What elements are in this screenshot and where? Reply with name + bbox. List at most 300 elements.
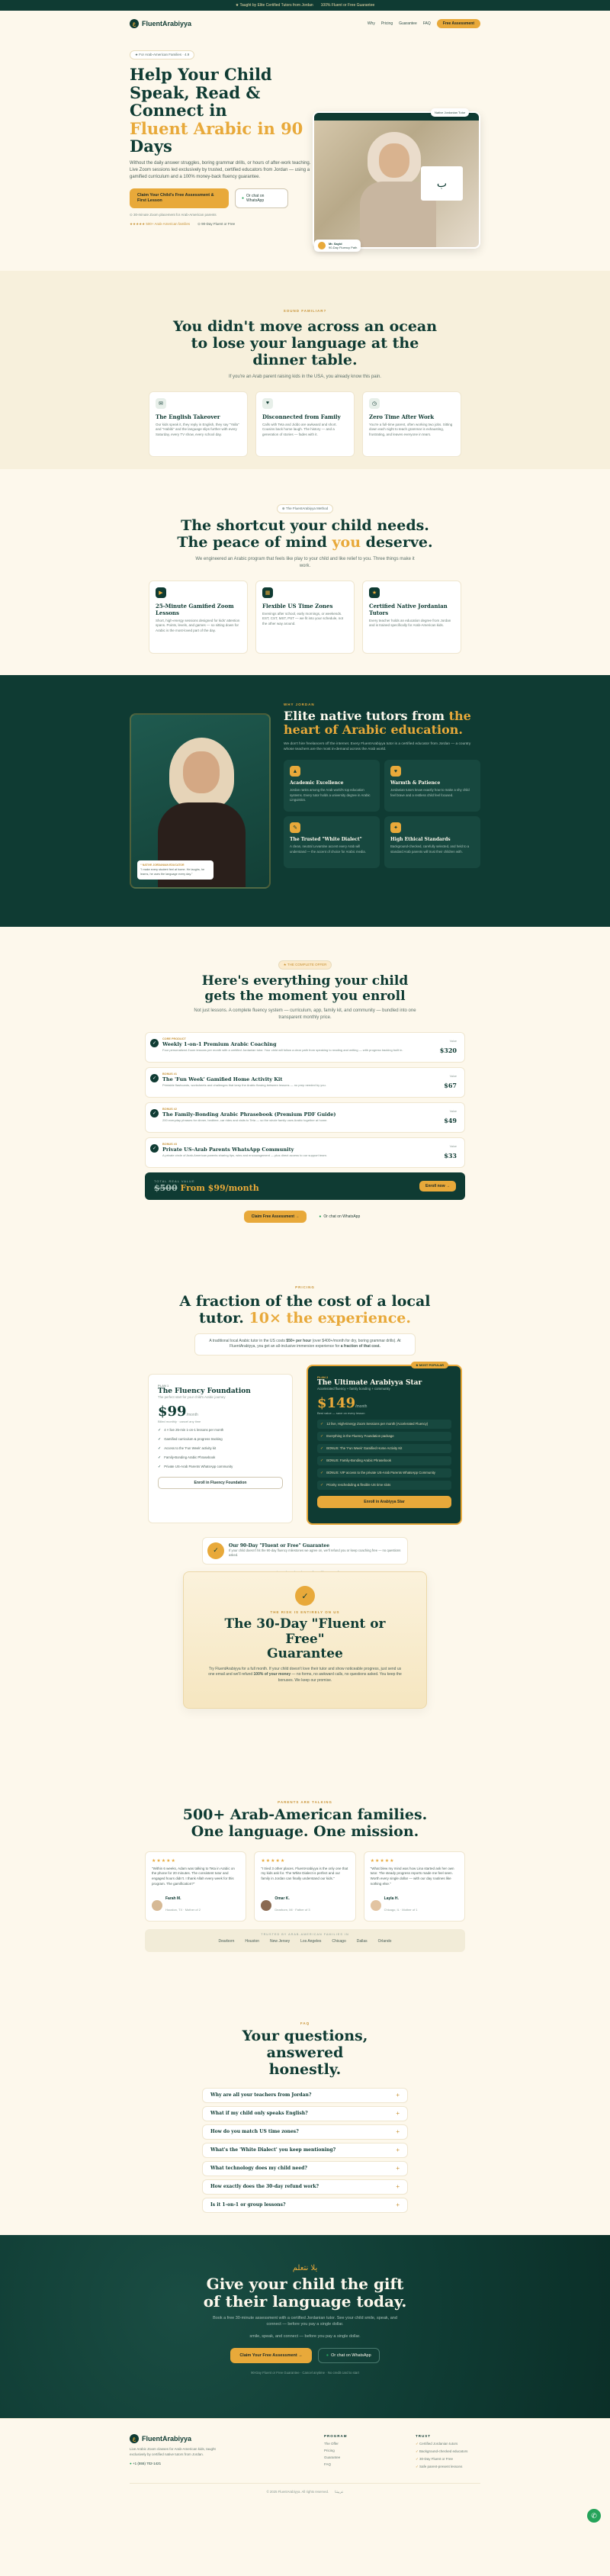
check-icon: ✓ — [416, 2457, 420, 2461]
tutors-title — [284, 709, 480, 738]
hero-cta-button[interactable]: Claim Your Child's Free Assessment & First Lesson — [130, 188, 229, 208]
nav-link-pricing[interactable]: Pricing — [380, 21, 393, 26]
problem-card-body: You're a full-time parent, often working two jobs. Sitting down each night to teach grammar is exhausting, frustrating, and leaves everyone in tears. — [369, 422, 453, 437]
offer-item-value-label: Value — [449, 1145, 457, 1149]
tutor-feature-body: Jordanian tutors know exactly how to make a shy child feel brave and a restless child feel focused. — [390, 788, 470, 797]
offer-item-title: Weekly 1-on-1 Premium Arabic Coaching — [162, 1041, 277, 1048]
testimonials-title — [145, 1807, 465, 1841]
method-title — [0, 518, 610, 552]
check-icon: ✓ — [416, 2442, 420, 2446]
tutor-feature-card — [384, 760, 480, 812]
plan-billed: Best value — save on every lesson — [317, 1410, 365, 1415]
nav-link-why[interactable]: Why — [367, 21, 375, 26]
chat-icon: ✉ — [156, 398, 166, 409]
footer-link[interactable]: Pricing — [324, 2449, 335, 2452]
testimonial-meta: Dearborn, MI · Father of 3 — [274, 1907, 310, 1912]
plan-name: The Ultimate Arabiyya Star — [317, 1378, 422, 1387]
hero-guarantee-note: ⊙ 90-Day Fluent or Free — [197, 221, 236, 226]
nav-link-faq[interactable]: FAQ — [422, 21, 431, 26]
offer-total-new: From $99/month — [180, 1183, 259, 1194]
offer-item-body: Four personalized Zoom lessons per month with a certified Jordanian tutor. Your child will follow a clear path from speaking to reading and writing — with progress tracking built in. — [162, 1048, 403, 1053]
method-section — [0, 469, 610, 675]
tutor-feature-body: Background-checked, carefully selected, and held to a standard Arab parents will trust their children with. — [390, 844, 470, 854]
footer-program-column — [324, 2434, 370, 2472]
navbar — [0, 11, 610, 37]
star-icon: ★ — [369, 587, 380, 598]
plan-feature — [158, 1465, 283, 1470]
tutor-photo-face — [183, 751, 220, 793]
method-card-body: Evenings after school, early mornings, or weekends. EST, CST, MST, PST — we fit into your schedule, not the other way around. — [262, 611, 343, 626]
method-title-part-b: deserve. — [361, 533, 433, 551]
check-icon: ✓ — [158, 1455, 162, 1460]
plan-feature-text: Family-Bonding Arabic Phrasebook — [164, 1455, 216, 1459]
offer-item-tag: BONUS #3 — [162, 1143, 177, 1146]
plan-feature — [317, 1420, 451, 1429]
plan-feature-text: 4 × live 25-min 1-on-1 lessons per month — [164, 1427, 224, 1432]
plan-feature-text: Everything in the Fluency Foundation package — [326, 1434, 394, 1439]
arabic-card: ب — [421, 166, 463, 201]
offer-total-bar — [145, 1172, 465, 1200]
hero-image — [313, 111, 480, 249]
offer-total-label: TOTAL REAL VALUE — [154, 1179, 195, 1184]
plus-icon: + — [396, 2201, 400, 2209]
plan-label: PLAN 2 — [317, 1375, 329, 1379]
tutor-feature-body: Jordan ranks among the Arab world's top education systems. Every tutor holds a university degree in Arabic Linguistics. — [290, 788, 371, 802]
final-note: 90-Day Fluent or Free Guarantee · Cancel anytime · No credit card to start — [251, 2370, 359, 2375]
testimonials-section — [0, 1766, 610, 1987]
plan-feature-text: Gamified curriculum & progress tracking — [164, 1436, 223, 1441]
tutors-eyebrow: WHY JORDAN — [284, 703, 315, 706]
check-icon: ✓ — [158, 1446, 162, 1451]
offer-item-tag: BONUS #1 — [162, 1073, 177, 1076]
hero-title — [130, 66, 320, 156]
footer-trust-text: Certified Jordanian tutors — [419, 2442, 458, 2446]
plus-icon: + — [396, 2165, 400, 2172]
offer-item-body: A private circle of Arab-American parents sharing tips, wins and encouragement — plus direct access to our support team. — [162, 1153, 327, 1158]
problem-card — [362, 391, 461, 457]
check-icon: ✓ — [320, 1470, 324, 1475]
clock-icon: ◷ — [369, 398, 380, 409]
heart-icon: ♥ — [390, 766, 401, 777]
rating-stars: ★★★★★ — [370, 1858, 395, 1864]
faq-question: Why are all your teachers from Jordan? — [210, 2092, 312, 2098]
problem-sub: If you're an Arab parent raising kids in the USA, you already know this pain. — [229, 374, 381, 379]
footer-copyright: © 2025 FluentArabiyya. All rights reserved. — [266, 2490, 329, 2494]
offer-item-value-label: Value — [449, 1110, 457, 1114]
offer-title — [145, 974, 465, 1004]
offer-item-value: $320 — [439, 1047, 457, 1055]
guarantee-body — [207, 1667, 403, 1684]
whatsapp-float-button[interactable] — [587, 2509, 601, 2523]
problem-eyebrow: SOUND FAMILIAR? — [283, 309, 327, 313]
method-card-title: 25-Minute Gamified Zoom Lessons — [156, 602, 234, 616]
offer-whatsapp-label: Or chat on WhatsApp — [323, 1214, 361, 1220]
tutors-title-highlight-2: heart of Arabic education. — [284, 722, 463, 738]
guarantee-title-line-1: The 30-Day "Fluent or Free" — [224, 1616, 386, 1647]
hero-chip-path — [314, 240, 361, 252]
tutor-feature-title: The Trusted "White Dialect" — [290, 837, 362, 843]
offer-item-tag: BONUS #2 — [162, 1108, 177, 1111]
offer-title-line-2: gets the moment you enroll — [204, 988, 406, 1004]
method-card-body: Every teacher holds an education degree from Jordan and is trained specifically for Arab-American kids. — [369, 618, 451, 628]
hero-title-line-1: Help Your Child — [130, 65, 272, 84]
method-sub: We engineered an Arabic program that feels like play to your child and like relief to you. Three things make it work. — [195, 556, 415, 568]
footer-logo[interactable] — [130, 2434, 229, 2443]
tutors-body: We don't hire freelancers off the internet. Every FluentArabiyya tutor is a certified educator from Jordan — a country whose teachers are the most in-demand across the Arab world. — [284, 741, 471, 751]
problem-title-line-1: You didn't move across an ocean — [172, 318, 438, 335]
faq-question: What technology does my child need? — [210, 2166, 307, 2172]
plus-icon: + — [396, 2092, 400, 2099]
faq-eyebrow: FAQ — [300, 2021, 310, 2025]
tutor-feature-card — [384, 816, 480, 868]
plan-foundation-enroll-button[interactable]: Enroll in Fluency Foundation — [158, 1477, 283, 1489]
plan-feature-text: BONUS: Family-Bonding Arabic Phrasebook — [326, 1458, 391, 1463]
faq-title-line-1: Your questions, answered — [242, 2028, 368, 2061]
trusted-cities-bar — [145, 1929, 465, 1952]
pricing-title-highlight: 10× the experience. — [249, 1309, 411, 1327]
medal-icon — [318, 242, 326, 249]
faq-item[interactable] — [202, 2106, 408, 2121]
faq-question: How do you match US time zones? — [210, 2129, 299, 2135]
final-body: Book a free 30-minute assessment with a certified Jordanian tutor. See your child smile, speak, and connect — before you pay a single dollar. — [213, 2316, 397, 2327]
testimonial-card — [145, 1851, 246, 1922]
footer-trust-item — [416, 2449, 480, 2454]
offer-section — [0, 927, 610, 1255]
footer-phone-text: +1 (555) 702-1421 — [132, 2461, 162, 2465]
faq-item[interactable] — [202, 2124, 408, 2140]
testimonials-eyebrow: PARENTS ARE TALKING — [278, 1800, 332, 1804]
family-icon: ♥ — [262, 398, 273, 409]
tutor-feature-title: High Ethical Standards — [390, 837, 451, 843]
testimonial-name: Omar K. — [274, 1896, 290, 1901]
pricing-title-line-1: A fraction of the cost of a local — [179, 1293, 431, 1310]
method-title-part-a: The peace of mind — [177, 533, 332, 551]
plan-name: The Fluency Foundation — [158, 1387, 251, 1395]
guarantee-title — [207, 1617, 403, 1662]
tutor-feature-title: Warmth & Patience — [390, 780, 441, 786]
method-title-line-1: The shortcut your child needs. — [181, 517, 429, 534]
plan-feature — [158, 1428, 283, 1433]
final-title-line-1: Give your child the gift — [206, 2275, 404, 2293]
tutor-feature-card — [284, 760, 380, 812]
faq-item[interactable] — [202, 2088, 408, 2103]
problem-card-title: Disconnected from Family — [262, 413, 341, 420]
whatsapp-icon: ● — [326, 2352, 329, 2358]
nav-links — [368, 19, 480, 28]
pricing-guarantee-title: Our 90-Day "Fluent or Free" Guarantee — [229, 1543, 330, 1549]
plan-sub: Accelerated fluency + family bonding + community — [317, 1386, 390, 1391]
final-cta-button[interactable]: Claim Your Free Assessment → — [230, 2348, 311, 2363]
testimonial-name: Farah M. — [165, 1896, 181, 1901]
problem-title-line-2: to lose your language at the — [191, 334, 419, 352]
medal-icon: ✦ — [390, 822, 401, 833]
logo[interactable] — [130, 19, 191, 28]
footer-trust-text: 30-Day Fluent or Free — [419, 2457, 454, 2461]
plan-label: PLAN 1 — [158, 1383, 169, 1388]
final-cta-section — [0, 2235, 610, 2418]
plan-per: /month — [186, 1412, 198, 1417]
footer-trust-item — [416, 2465, 480, 2469]
faq-question: What's the 'White Dialect' you keep mentioning? — [210, 2147, 336, 2153]
nav-cta-button[interactable]: Free Assessment — [437, 19, 480, 28]
pricing-section — [0, 1255, 610, 1558]
plan-feature — [317, 1444, 451, 1453]
method-card — [149, 580, 248, 654]
guarantee-body-post: — no forms, no awkward calls, no questions asked. You keep the bonuses. We keep our promise. — [278, 1672, 402, 1683]
faq-section — [0, 1987, 610, 2235]
tutor-photo — [130, 713, 271, 889]
city-name: Houston — [245, 1938, 260, 1944]
problem-card-body: Calls with Teta and Jiddo are awkward and short. Cousins back home laugh. The history — and a generation of stories — fades with it. — [262, 422, 337, 437]
tutor-quote-card — [137, 860, 214, 880]
footer-trust-item — [416, 2457, 480, 2462]
game-icon: ▶ — [156, 587, 166, 598]
tutors-section — [0, 675, 610, 927]
method-card-title: Flexible US Time Zones — [262, 602, 333, 609]
offer-item-body: 200 everyday phrases for dinner, bedtime, car rides and visits to Teta — so the whole family uses Arabic together at home. — [162, 1118, 328, 1123]
hero-title-end: Days — [130, 137, 172, 156]
hero-rating: ★★★★★ 500+ Arab-American families — [130, 221, 191, 226]
offer-enroll-button[interactable]: Enroll now → — [419, 1181, 456, 1192]
faq-item[interactable] — [202, 2161, 408, 2176]
method-card-title: Certified Native Jordanian Tutors — [369, 602, 448, 616]
check-icon: ✓ — [150, 1109, 159, 1118]
plus-icon: + — [396, 2147, 400, 2154]
check-icon: ✓ — [320, 1458, 324, 1463]
problem-title — [0, 319, 610, 369]
faq-item[interactable] — [202, 2143, 408, 2158]
plus-icon: + — [396, 2128, 400, 2136]
footer-column-title: TRUST — [416, 2434, 431, 2438]
nav-link-guarantee[interactable]: Guarantee — [399, 21, 417, 26]
check-icon: ✓ — [320, 1433, 324, 1439]
announcement-bar — [0, 0, 610, 11]
check-icon: ✓ — [150, 1039, 159, 1047]
tutor-feature-card — [284, 816, 380, 868]
offer-item — [145, 1067, 465, 1098]
footer-about: Live Arabic Zoom classes for Arab-American kids, taught exclusively by certified native tutors from Jordan. — [130, 2447, 216, 2456]
testimonial-quote: "Within 6 weeks, Adam was talking to Teta in Arabic on the phone for 20 minutes. The consistent tutor and engaged hours didn't. I thank Allah every week for this program. The gamification?" — [152, 1866, 235, 1886]
plus-icon: + — [396, 2110, 400, 2118]
check-icon: ✓ — [158, 1436, 162, 1442]
plan-feature — [317, 1481, 451, 1490]
footer-arabic: عربيتنا — [335, 2490, 344, 2494]
final-title-line-2: of their language today. — [203, 2292, 407, 2311]
plan-billed: Billed monthly · cancel any time — [158, 1419, 201, 1423]
trusted-label: TRUSTED BY ARAB-AMERICAN FAMILIES IN — [261, 1932, 349, 1936]
footer-phone[interactable] — [130, 2462, 229, 2465]
check-icon: ✓ — [150, 1074, 159, 1082]
plan-star-enroll-button[interactable]: Enroll in Arabiyya Star — [317, 1496, 451, 1508]
offer-sub: Not just lessons. A complete fluency system — curriculum, app, family kit, and community — bundled into one transparent monthly price. — [194, 1008, 416, 1021]
announcement-right: 100% Fluent or Free Guarantee — [320, 3, 375, 8]
faq-title-line-2: honestly. — [268, 2060, 342, 2078]
tutor-face — [379, 143, 409, 178]
offer-total-old: $500 — [154, 1183, 178, 1194]
city-name: Los Angeles — [300, 1938, 322, 1944]
hero-chip-title: Mr. Sayid — [329, 242, 342, 246]
testimonial-name: Layla H. — [384, 1896, 399, 1901]
check-icon: ✓ — [320, 1482, 324, 1487]
footer — [0, 2418, 610, 2529]
avatar — [261, 1900, 271, 1911]
plan-feature-text: Priority rescheduling & flexible US time slots — [326, 1483, 391, 1487]
whatsapp-icon: ● — [242, 195, 245, 201]
problem-section — [0, 271, 610, 469]
plan-sub: The perfect start for your child's Arabic journey — [158, 1394, 226, 1399]
logo-icon: ع — [130, 2434, 139, 2443]
final-whatsapp-label: Or chat on WhatsApp — [331, 2352, 371, 2358]
plan-feature-text: BONUS: VIP access to the private US-Arab Parents WhatsApp Community — [326, 1471, 435, 1475]
faq-title — [202, 2028, 408, 2079]
most-popular-badge: ★ MOST POPULAR — [411, 1362, 448, 1368]
offer-item — [145, 1032, 465, 1063]
city-name: New Jersey — [270, 1938, 291, 1944]
pricing-body-bold-1: $50+ per hour — [286, 1338, 312, 1343]
method-card-body: Short, high-energy sessions designed for kids' attention spans. Points, levels, and games — so sitting down for Arabic is the most-loved part of the day. — [156, 618, 240, 633]
plan-feature — [158, 1446, 283, 1452]
rating-stars: ★★★★★ — [261, 1858, 286, 1864]
rating-stars: ★★★★★ — [152, 1858, 176, 1864]
plan-feature-text: 12 live, High-Energy Zoom Sessions per month (Accelerated Fluency) — [326, 1422, 429, 1426]
plan-feature-text: Private US-Arab Parents WhatsApp community — [164, 1464, 233, 1468]
tutor-quote-title: “ NATIVE JORDANIAN EDUCATOR — [140, 863, 185, 867]
testimonial-meta: Houston, TX · Mother of 2 — [165, 1907, 201, 1912]
offer-item-title: The 'Fun Week' Gamified Home Activity Kit — [162, 1076, 283, 1083]
speaker-icon: ✎ — [290, 822, 300, 833]
problem-card-title: Zero Time After Work — [369, 413, 435, 420]
problem-card-title: The English Takeover — [156, 413, 220, 420]
check-icon: ✓ — [158, 1464, 162, 1469]
plan-feature-text: Access to the 'Fun Week' activity kit — [164, 1446, 217, 1450]
pricing-body-pre: A traditional local Arabic tutor in the US costs — [209, 1338, 287, 1343]
city-name: Dallas — [356, 1938, 368, 1944]
footer-link[interactable]: Guarantee — [324, 2455, 341, 2459]
offer-item-value: $49 — [444, 1117, 457, 1125]
faq-question: How exactly does the 30-day refund work? — [210, 2184, 319, 2190]
problem-card — [255, 391, 355, 457]
logo-text: FluentArabiyya — [142, 20, 192, 27]
guarantee-card — [183, 1571, 427, 1709]
offer-whatsapp-button[interactable] — [313, 1211, 366, 1223]
plan-feature — [158, 1455, 283, 1461]
logo-icon: ع — [130, 19, 139, 28]
hero-whatsapp-button[interactable] — [235, 188, 288, 208]
pricing-title — [0, 1294, 610, 1327]
shield-icon: ✓ — [295, 1586, 315, 1606]
problem-card-body: Our kids speak it, they reply in English, they say "Yalla" and "Habibi" and the language slips further with every Saturday, every TV show, every school day. — [156, 422, 239, 437]
faq-item[interactable] — [202, 2198, 408, 2213]
footer-logo-text: FluentArabiyya — [142, 2435, 192, 2443]
problem-card — [149, 391, 248, 457]
tutor-feature-body: A clean, neutral Levantine accent every Arab will understand — the accent of choice for Arabic media. — [290, 844, 366, 854]
check-icon: ✓ — [416, 2449, 420, 2453]
check-icon: ✓ — [320, 1446, 324, 1451]
offer-item-title: Private US-Arab Parents WhatsApp Community — [162, 1146, 294, 1153]
footer-link[interactable]: The Offer — [324, 2442, 339, 2446]
check-icon: ✓ — [416, 2465, 420, 2468]
hero-pill: ★ For Arab-American Families · 4.9 — [130, 50, 194, 59]
pricing-body-mid: (over $400+/month for dry, boring grammar drills). At FluentArabiyya, you get an all-inclusive immersion experience for — [230, 1338, 401, 1349]
footer-trust-text: Safe parent-present lessons — [419, 2465, 463, 2468]
plan-feature — [317, 1456, 451, 1465]
faq-question: Is it 1-on-1 or group lessons? — [210, 2202, 286, 2208]
hero-title-line-2: Speak, Read & — [130, 82, 261, 102]
plan-per: /month — [355, 1404, 368, 1409]
testimonial-quote: "I tried 3 other places. FluentArabiyya is the only one that my kids ask for. The White Dialect is perfect and our family in Jordan can finally understand our kids." — [261, 1866, 348, 1881]
plan-feature — [317, 1468, 451, 1478]
plan-feature — [317, 1432, 451, 1441]
testimonials-title-line-2: One language. One mission. — [191, 1822, 419, 1840]
whatsapp-icon: ● — [319, 1214, 322, 1220]
offer-item-value-label: Value — [449, 1075, 457, 1079]
hero-title-line-3: Connect in — [130, 101, 227, 121]
city-name: Orlando — [377, 1938, 392, 1944]
cap-icon: ▲ — [290, 766, 300, 777]
final-whatsapp-button[interactable] — [318, 2348, 380, 2363]
guarantee-section — [0, 1537, 610, 1766]
faq-item[interactable] — [202, 2179, 408, 2195]
pricing-compare-box — [194, 1333, 416, 1356]
pricing-guarantee-body: If your child doesn't hit the 90-day fluency milestones we agree on, we'll refund you or keep coaching free — no questions asked. — [229, 1548, 401, 1558]
plan-price: $149 — [317, 1394, 356, 1411]
testimonials-title-line-1: 500+ Arab-American families. — [182, 1806, 428, 1823]
final-title — [0, 2275, 610, 2311]
offer-item-title: The Family-Bonding Arabic Phrasebook (Premium PDF Guide) — [162, 1111, 336, 1118]
testimonial-card — [364, 1851, 465, 1922]
plan-feature-text: BONUS: The 'Fun Week' Gamified Home Activity Kit — [326, 1446, 403, 1451]
shield-icon: ✓ — [207, 1542, 224, 1559]
hero-chip-sub: 90-Day Fluency Path — [329, 246, 358, 249]
guarantee-body-bold: 100% of your money — [253, 1672, 291, 1677]
testimonial-quote: "What blew my mind was how Lina started ask her own tutor. The steady progress reports made me feel seen. Worth every single dollar — with our day routines like nothing else." — [370, 1866, 454, 1886]
offer-item — [145, 1137, 465, 1168]
guarantee-title-line-2: Guarantee — [267, 1646, 343, 1662]
method-card — [362, 580, 461, 654]
final-arabic: يلا نتعلم — [292, 2264, 318, 2272]
check-icon: ✓ — [150, 1144, 159, 1153]
calendar-icon: ▦ — [262, 587, 273, 598]
plan-price: $99 — [158, 1403, 187, 1420]
offer-pill: ★ THE COMPLETE OFFER — [278, 960, 332, 970]
tutors-title-part: Elite native tutors from — [284, 709, 449, 723]
guarantee-eyebrow: THE RISK IS ENTIRELY ON US — [270, 1610, 340, 1614]
announcement-left: ★ Taught by Elite Certified Tutors from Jordan — [235, 3, 313, 8]
offer-item-tag: CORE PRODUCT — [162, 1037, 186, 1041]
offer-item-value: $33 — [444, 1152, 457, 1160]
offer-item-value: $67 — [444, 1082, 457, 1090]
offer-title-line-1: Here's everything your child — [201, 973, 409, 989]
problem-title-line-3: dinner table. — [252, 351, 358, 368]
hero-whatsapp-label: Or chat on WhatsApp — [246, 193, 265, 203]
footer-trust-column — [416, 2434, 480, 2472]
footer-link[interactable]: FAQ — [324, 2462, 332, 2466]
phone-icon: ● — [130, 2461, 133, 2465]
guarantee-body-pre: Try FluentArabiyya for a full month. If your child doesn't love their tutor and show noticeable progress, just send us one email and we'll refund — [208, 1666, 402, 1677]
offer-cta-button[interactable]: Claim Free Assessment → — [244, 1211, 307, 1223]
footer-column-title: PROGRAM — [324, 2434, 348, 2438]
plan-card-star — [307, 1362, 462, 1525]
pricing-body-bold-2: a fraction of that cost. — [340, 1344, 380, 1349]
testimonial-card — [254, 1851, 355, 1922]
method-card — [255, 580, 355, 654]
tutors-title-highlight-1: the — [448, 709, 471, 723]
offer-item — [145, 1102, 465, 1133]
check-icon: ✓ — [320, 1421, 324, 1426]
faq-question: What if my child only speaks English? — [210, 2111, 308, 2117]
avatar — [371, 1900, 381, 1911]
city-name: Dearborn — [218, 1938, 235, 1944]
